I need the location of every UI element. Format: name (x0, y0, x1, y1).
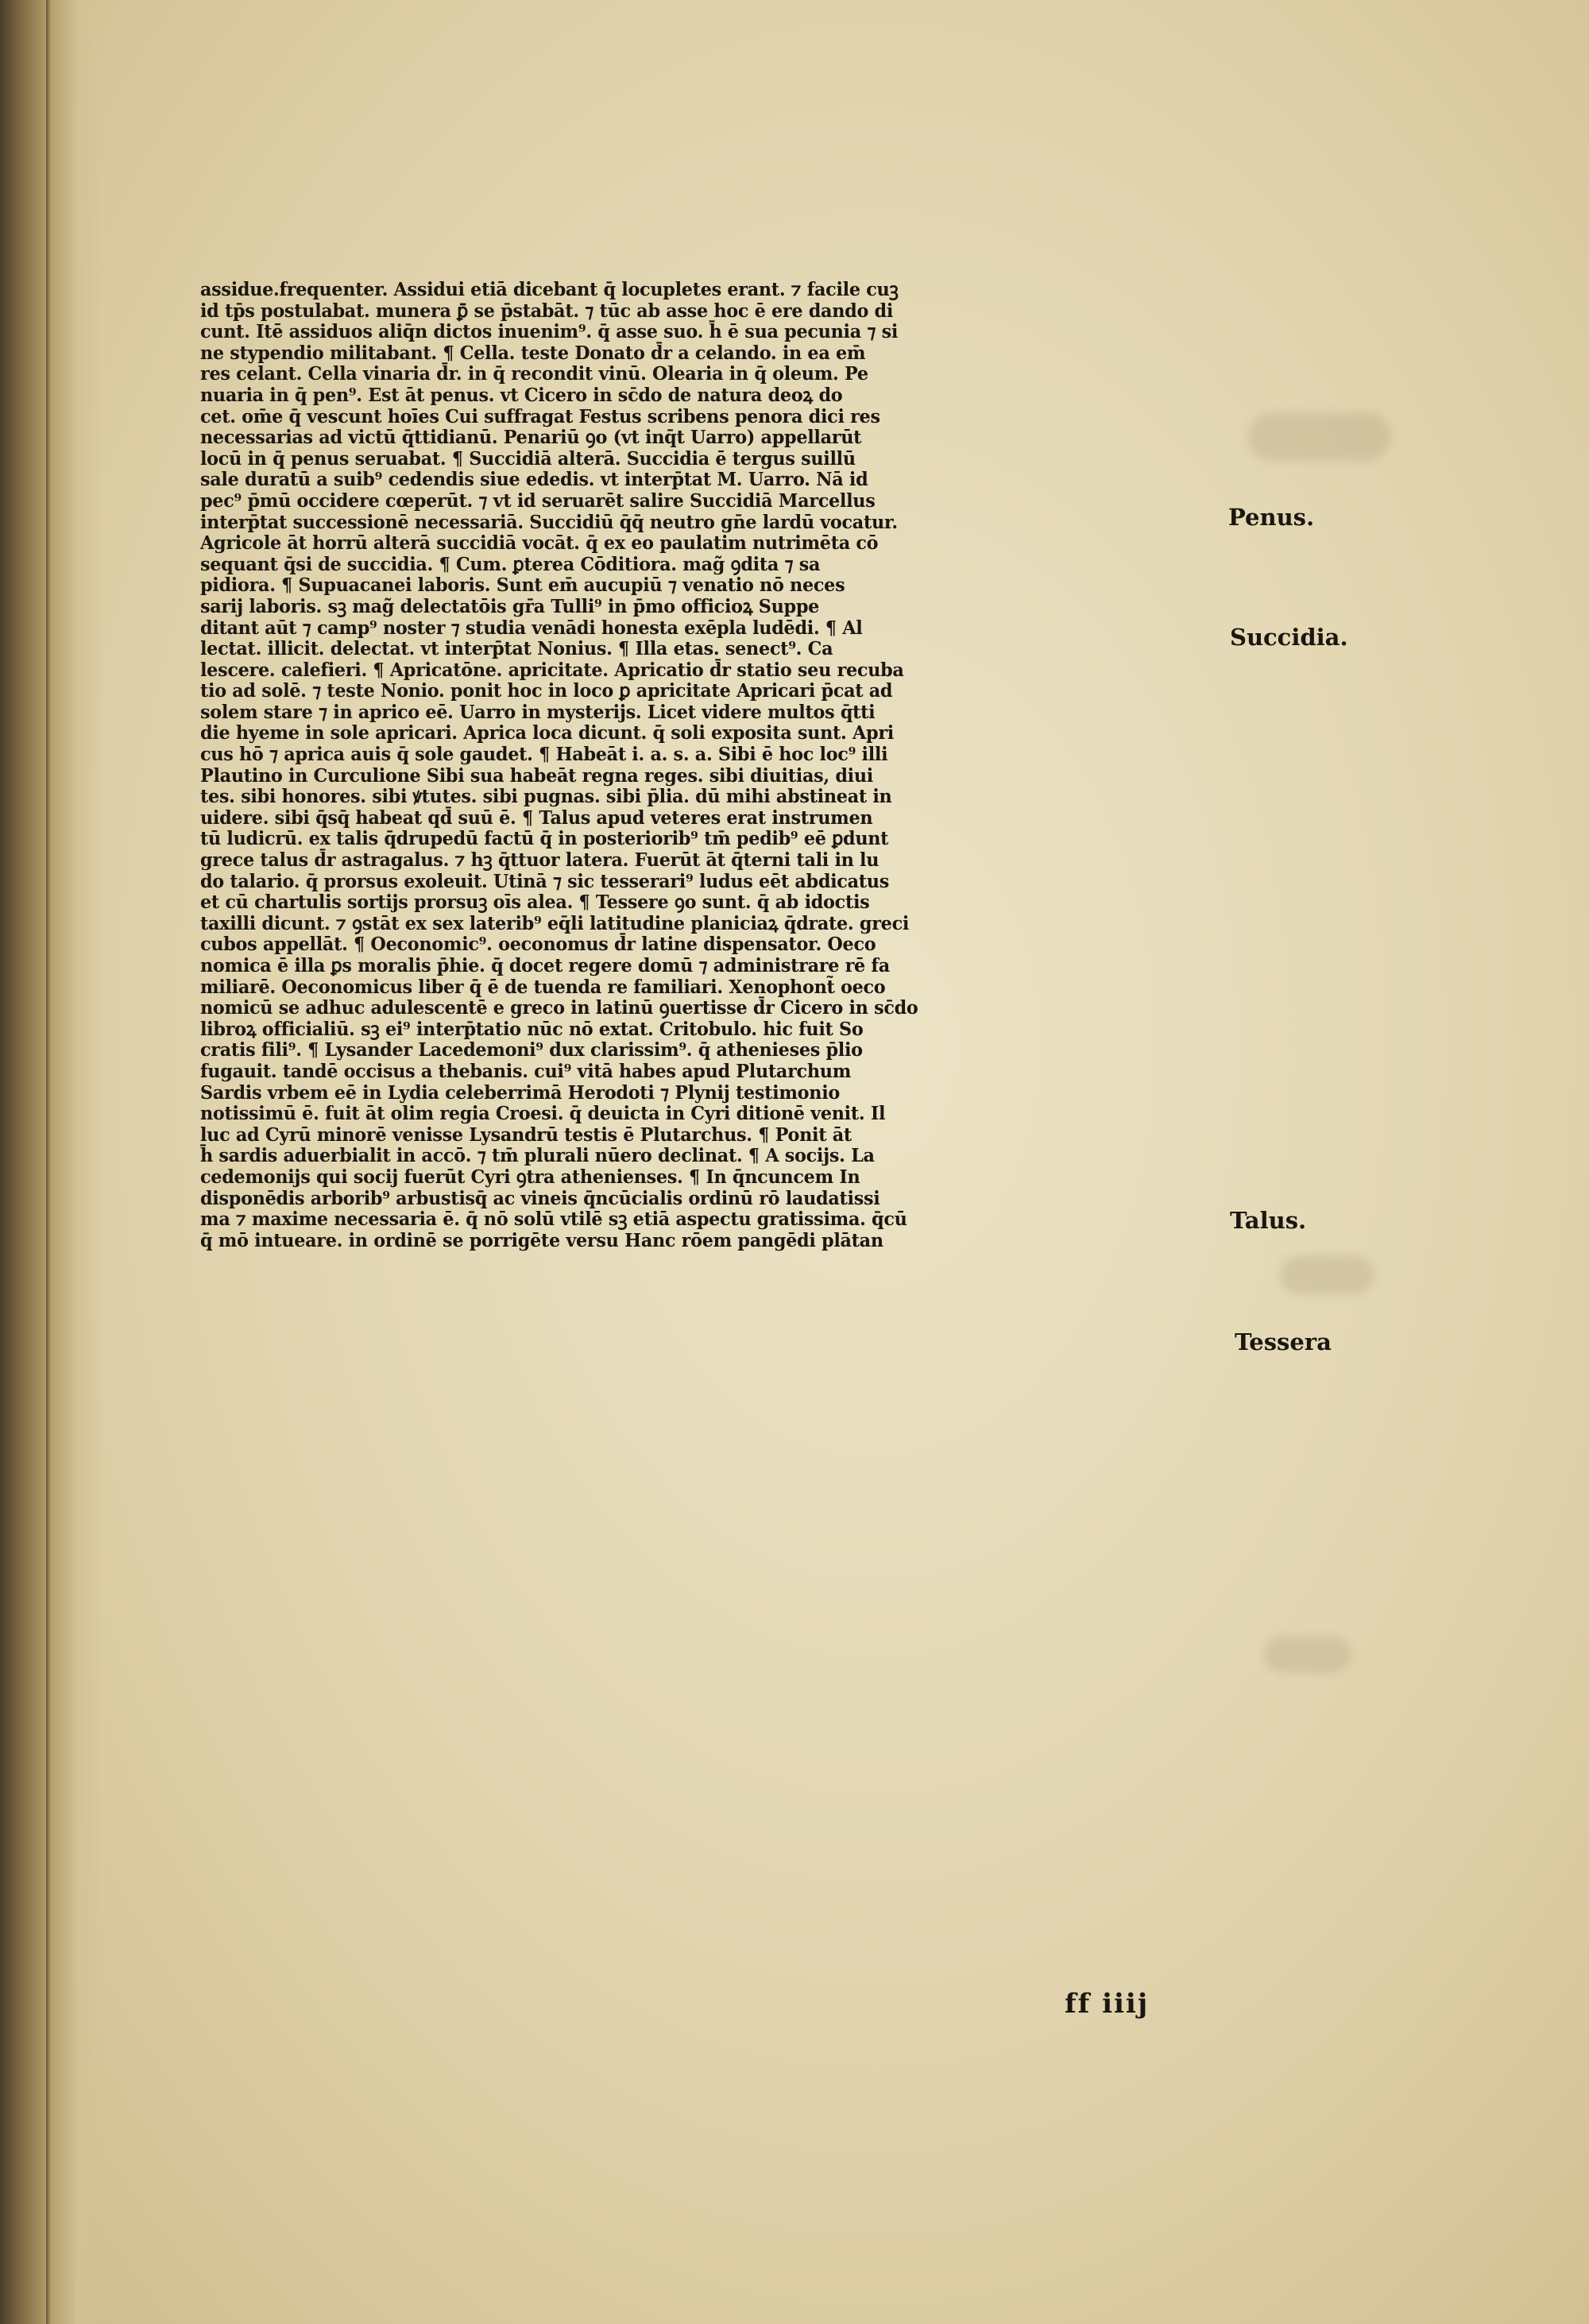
marginal-note-penus: Penus. (1228, 504, 1315, 531)
text-line: cedemonijs qui socij fuerūt Cyri ꝯtra athenienses. ¶ In q̄ncuncem In (200, 1166, 860, 1188)
signature-mark: ff iiij (1065, 1988, 1150, 2020)
text-line: necessarias ad victū q̄ttidianū. Penariū ꝯo (vt inq̄t Uarro) appellarūt (200, 427, 862, 449)
text-line: interp̄tat successionē necessariā. Succidiū q̄q̄ neutro gn̄e lardū vocatur. (200, 511, 898, 533)
text-line: ditant aūt ⁊ camp⁹ noster ⁊ studia venādi honesta exēpla ludēdi. ¶ Al (200, 617, 863, 639)
gutter-edge (46, 0, 51, 2324)
text-line: miliarē. Oeconomicus liber q̄ ē de tuenda re familiari. Xenophont̃ oeco (200, 976, 886, 998)
text-line: grece talus d̄r astragalus. ⁊ hꝫ q̄ttuor latera. Fuerūt āt q̄terni tali in lu (200, 849, 880, 872)
text-line: solem stare ⁊ in aprico eē. Uarro in mysterijs. Licet videre multos q̄tti (200, 701, 876, 723)
text-line: id tp̄s postulabat. munera ꝑ̄ se p̄stabāt. ⁊ tūc ab asse hoc ē ere dando di (200, 300, 894, 322)
text-line: cunt. Itē assiduos aliq̄n dictos inuenim⁹. q̄ asse suo. h̄ ē sua pecunia ⁊ si (200, 321, 899, 343)
text-line: notissimū ē. fuit āt olim regia Croesi. q̄ deuicta in Cyri ditionē venit. Il (200, 1103, 886, 1125)
text-line: ne stypendio militabant. ¶ Cella. teste Donato d̄r a celando. in ea em̄ (200, 342, 866, 364)
text-line: tes. sibi honores. sibi ꝟtutes. sibi pugnas. sibi p̄lia. dū mihi abstineat in (200, 786, 892, 808)
text-line: res celant. Cella vinaria d̄r. in q̄ recondit vinū. Olearia in q̄ oleum. Pe (200, 363, 868, 385)
text-line: do talario. q̄ prorsus exoleuit. Utinā ⁊ sic tesserari⁹ ludus eēt abdicatus (200, 870, 889, 892)
text-line: pidiora. ¶ Supuacanei laboris. Sunt em̄ aucupiū ⁊ venatio nō neces (200, 574, 845, 597)
text-line: cubos appellāt. ¶ Oeconomic⁹. oeconomus d̄r latine dispensator. Oeco (200, 934, 876, 956)
text-line: lescere. calefieri. ¶ Apricatōne. apricitate. Apricatio d̄r statio seu recuba (200, 659, 904, 681)
text-line: cratis fili⁹. ¶ Lysander Lacedemoni⁹ dux clarissim⁹. q̄ athenieses p̄lio (200, 1039, 863, 1061)
binding-gutter (0, 0, 103, 2324)
text-line: et cū chartulis sortijs prorsuꝫ oīs alea. ¶ Tessere ꝯo sunt. q̄ ab idoctis (200, 891, 870, 914)
text-line: lectat. illicit. delectat. vt interp̄tat Nonius. ¶ Illa etas. senect⁹. Ca (200, 638, 833, 660)
text-line: fugauit. tandē occisus a thebanis. cui⁹ vitā habes apud Plutarchum (200, 1060, 852, 1082)
text-line: nuaria in q̄ pen⁹. Est āt penus. vt Cicero in sc̄do de natura deoꝝ do (200, 384, 843, 406)
text-line: nomicū se adhuc adulescentē e greco in latinū ꝯuertisse d̄r Cicero in sc̄do (200, 997, 918, 1019)
text-line: uidere. sibi q̄sq̄ habeat qd̄ suū ē. ¶ Talus apud veteres erat instrumen (200, 806, 873, 829)
marginal-note-talus: Talus. (1230, 1207, 1307, 1234)
bleed-through-stain (1247, 413, 1390, 461)
marginal-note-tessera: Tessera (1235, 1328, 1332, 1355)
text-line: locū in q̄ penus seruabat. ¶ Succidiā alterā. Succidia ē tergus suillū (200, 447, 856, 470)
text-line: h̄ sardis aduerbialit in accō. ⁊ tm̄ plurali nūero declinat. ¶ A socijs. La (200, 1145, 875, 1167)
text-line: cus hō ⁊ aprica auis q̄ sole gaudet. ¶ Habeāt i. a. s. a. Sibi ē hoc loc⁹ illi (200, 744, 888, 766)
text-line: disponēdis arborib⁹ arbustisq̄ ac vineis q̄ncūcialis ordinū rō laudatissi (200, 1187, 880, 1209)
text-line: sequant q̄si de succidia. ¶ Cum. ꝑterea Cōditiora. mag̃ ꝯdita ⁊ sa (200, 553, 821, 575)
text-line: ma ⁊ maxime necessaria ē. q̄ nō solū vtilē sꝫ etiā aspectu gratissima. q̄cū (200, 1208, 907, 1231)
text-line: Sardis vrbem eē in Lydia celeberrimā Herodoti ⁊ Plynij testimonio (200, 1081, 840, 1104)
text-line: sale duratū a suib⁹ cedendis siue ededis. vt interp̄tat M. Uarro. Nā id (200, 469, 868, 491)
text-line: Agricole āt horrū alterā succidiā vocāt. q̄ ex eo paulatim nutrimēta cō (200, 532, 879, 555)
text-line: Plautino in Curculione Sibi sua habeāt regna reges. sibi diuitias, diui (200, 764, 873, 787)
text-line: taxilli dicunt. ⁊ ꝯstāt ex sex laterib⁹ eq̄li latitudine planiciaꝝ q̄drate. greci (200, 912, 910, 934)
text-line: die hyeme in sole apricari. Aprica loca dicunt. q̄ soli exposita sunt. Apri (200, 722, 894, 744)
text-line: cet. om̄e q̄ vescunt hoīes Cui suffragat Festus scribens penora dici res (200, 405, 880, 427)
text-line: luc ad Cyrū minorē venisse Lysandrū testis ē Plutarchus. ¶ Ponit āt (200, 1123, 852, 1146)
text-line: libroꝝ officialiū. sꝫ ei⁹ interp̄tatio nūc nō extat. Critobulo. hic fuit So (200, 1018, 864, 1040)
text-line: nomica ē illa ꝑs moralis p̄hie. q̄ docet regere domū ⁊ administrare rē fa (200, 955, 890, 976)
text-line: tū ludicrū. ex talis q̄drupedū factū q̄ in posteriorib⁹ tm̄ pedib⁹ eē ꝑdunt (200, 828, 889, 850)
bleed-through-stain (1263, 1637, 1351, 1672)
text-line: sarij laboris. sꝫ mag̃ delectatōis gr̄a Tulli⁹ in p̄mo officioꝝ Suppe (200, 595, 820, 617)
text-line: pec⁹ p̄mū occidere cœperūt. ⁊ vt id seruarēt salire Succidiā Marcellus (200, 489, 876, 512)
marginal-note-succidia: Succidia. (1230, 624, 1348, 651)
main-text-column (200, 280, 1225, 1251)
text-line: assidue.frequenter. Assidui etiā dicebant q̄ locupletes erant. ⁊ facile cuꝫ (200, 279, 899, 300)
text-line: q̄ mō intueare. in ordinē se porrigēte versu Hanc rōem pangēdi plātan (200, 1229, 883, 1251)
bleed-through-stain (1279, 1255, 1374, 1295)
text-line: tio ad solē. ⁊ teste Nonio. ponit hoc in loco ꝑ apricitate Apricari p̄cat ad (200, 680, 893, 702)
